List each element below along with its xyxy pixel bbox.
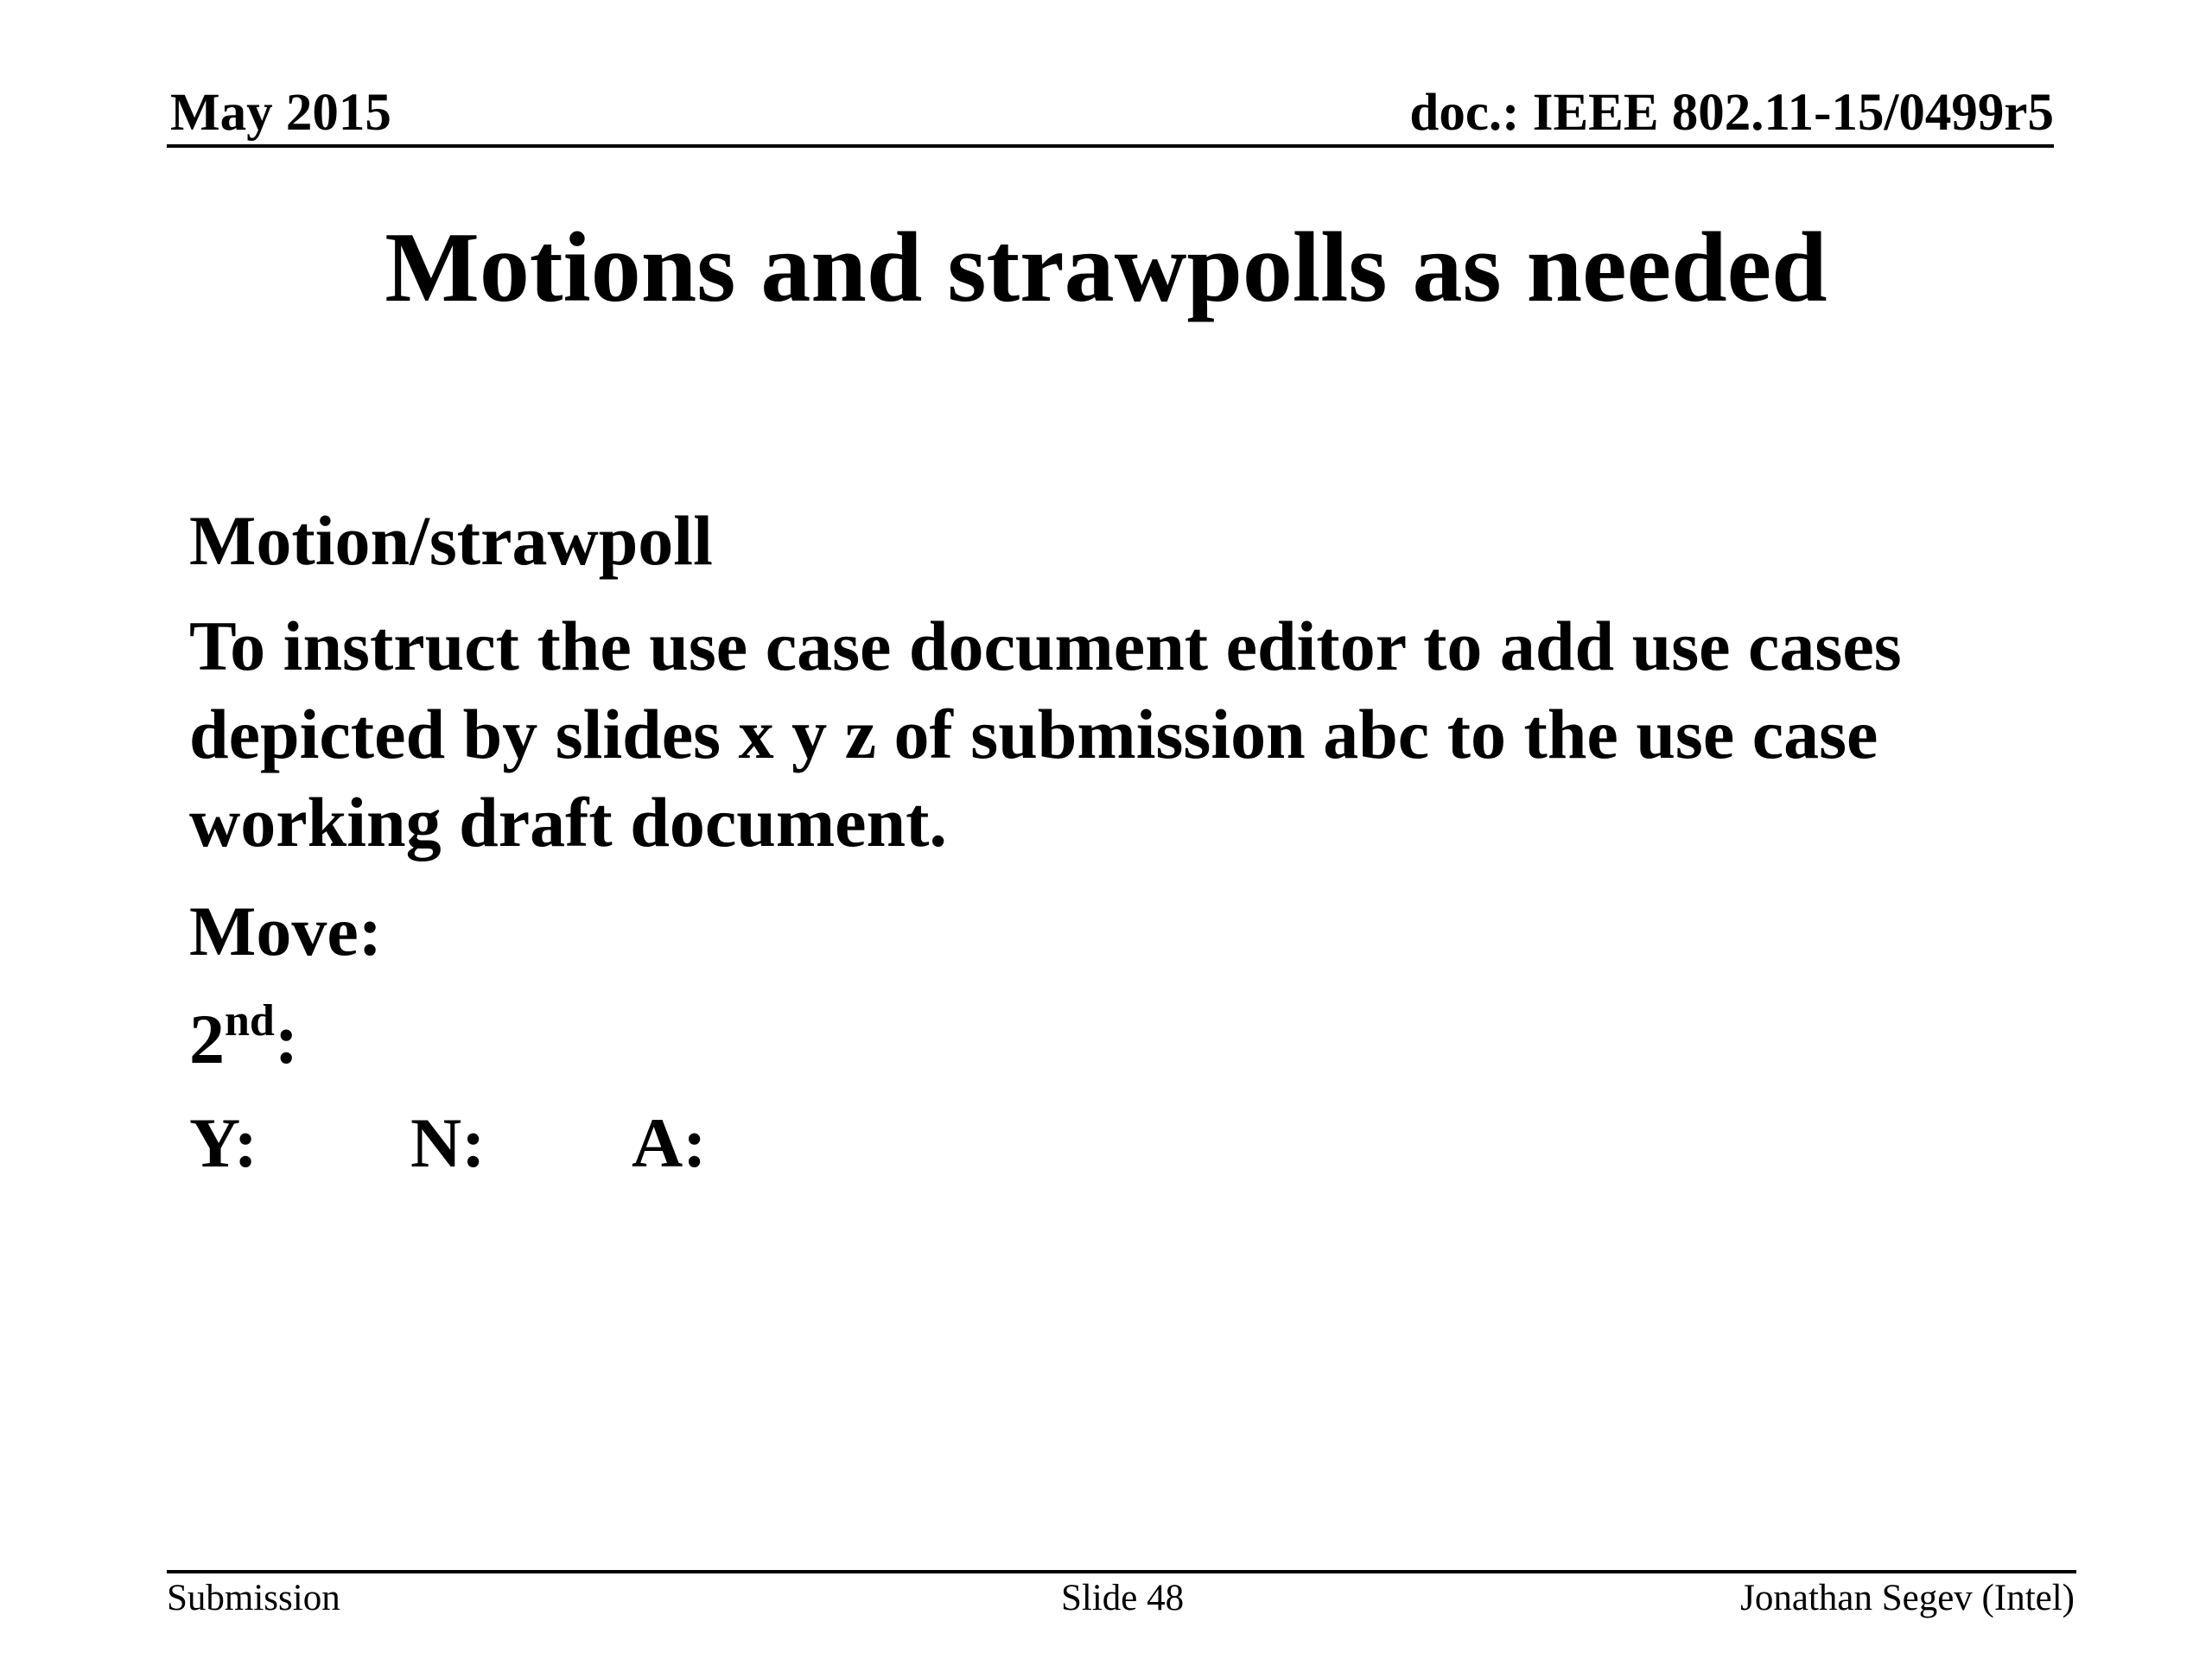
footer-divider xyxy=(167,1570,2076,1573)
vote-line xyxy=(189,1099,2047,1187)
footer-author: Jonathan Segev (Intel) xyxy=(1740,1578,2075,1618)
move-label: Move: xyxy=(189,892,383,970)
vote-yes-label: Y: xyxy=(189,1103,257,1182)
motion-text: To instruct the use case document editor to add use cases depicted by slides x y z of submission abc to the use case working draft document. xyxy=(189,607,1902,861)
second-number: 2 xyxy=(189,1000,225,1078)
header-document-id: doc.: IEEE 802.11-15/0499r5 xyxy=(1409,84,2054,142)
header-divider xyxy=(167,144,2054,148)
motion-heading: Motion/strawpoll xyxy=(189,501,713,580)
slide-title: Motions and strawpolls as needed xyxy=(385,213,1827,323)
vote-no-label: N: xyxy=(410,1103,486,1182)
footer-slide-number: Slide 48 xyxy=(1061,1578,1185,1618)
second-colon: : xyxy=(274,1000,299,1078)
header-date: May 2015 xyxy=(170,84,391,142)
footer-submission: Submission xyxy=(167,1578,340,1618)
second-line xyxy=(189,995,2047,1093)
vote-abstain-label: A: xyxy=(632,1103,707,1182)
second-superscript: nd xyxy=(225,996,275,1046)
